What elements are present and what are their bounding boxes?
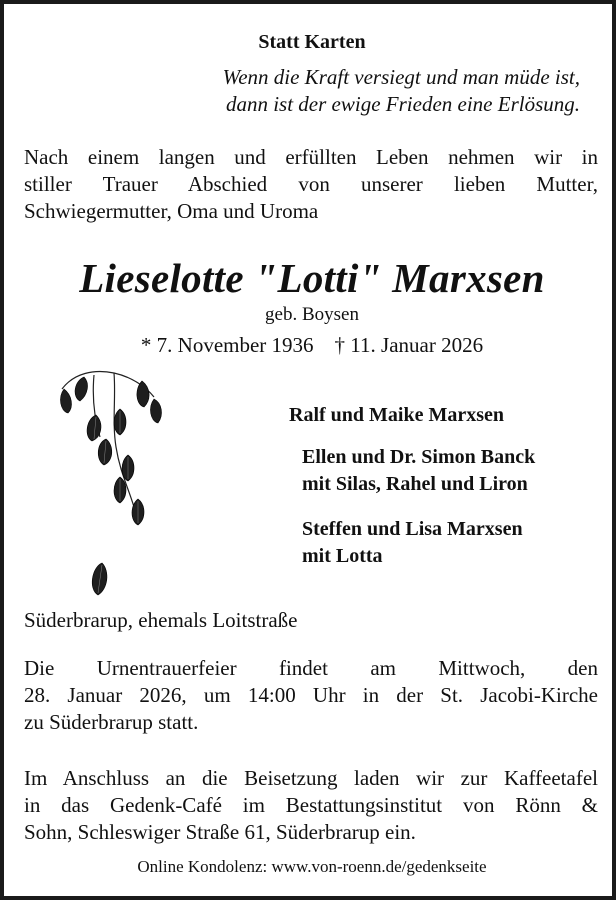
intro-text <box>24 144 598 225</box>
reception-text <box>24 765 598 846</box>
intro-line-2: stiller Trauer Abschied von unserer lieben Mutter, <box>24 172 598 196</box>
family-line: mit Silas, Rahel und Liron <box>302 473 528 495</box>
ceremony-text <box>24 655 598 736</box>
birch-branch-icon <box>54 367 164 602</box>
family-group-2 <box>302 444 535 498</box>
reception-line-1: Im Anschluss an die Beisetzung laden wir zur Kaffeetafel <box>24 766 598 790</box>
poem-line-2: dann ist der ewige Frieden eine Erlösung. <box>225 92 580 116</box>
family-line: Steffen und Lisa Marxsen <box>302 518 523 540</box>
location-text: Süderbrarup, ehemals Loitstraße <box>24 608 298 632</box>
birth-name: geb. Boysen <box>265 304 359 325</box>
life-dates <box>4 333 616 358</box>
birth-date: * 7. November 1936 <box>140 333 314 357</box>
reception-line-2: in das Gedenk-Café im Bestattungsinstitut von Rönn & <box>24 793 598 817</box>
header-statt-karten: Statt Karten <box>258 31 366 53</box>
ceremony-line-3: zu Süderbrarup statt. <box>24 710 199 734</box>
reception-line-3: Sohn, Schleswiger Straße 61, Süderbrarup ein. <box>24 820 416 844</box>
family-line: Ellen und Dr. Simon Banck <box>302 446 536 468</box>
online-condolence: Online Kondolenz: www.von-roenn.de/gedenkseite <box>137 857 487 876</box>
intro-line-1: Nach einem langen und erfüllten Leben nehmen wir in <box>24 145 598 169</box>
poem-line-1: Wenn die Kraft versiegt und man müde ist, <box>222 65 580 89</box>
location <box>24 607 598 634</box>
deceased-name: Lieselotte "Lotti" Marxsen <box>79 255 545 301</box>
family-line: Ralf und Maike Marxsen <box>289 404 504 426</box>
death-date: † 11. Januar 2026 <box>334 333 484 357</box>
intro-line-3: Schwiegermutter, Oma und Uroma <box>24 199 319 223</box>
ceremony-line-1: Die Urnentrauerfeier findet am Mittwoch, den <box>24 656 598 680</box>
ceremony-line-2: 28. Januar 2026, um 14:00 Uhr in der St. Jacobi-Kirche <box>24 683 598 707</box>
family-line: mit Lotta <box>302 545 383 567</box>
family-group-1 <box>289 402 504 429</box>
poem <box>223 64 580 118</box>
family-group-3 <box>302 516 523 570</box>
